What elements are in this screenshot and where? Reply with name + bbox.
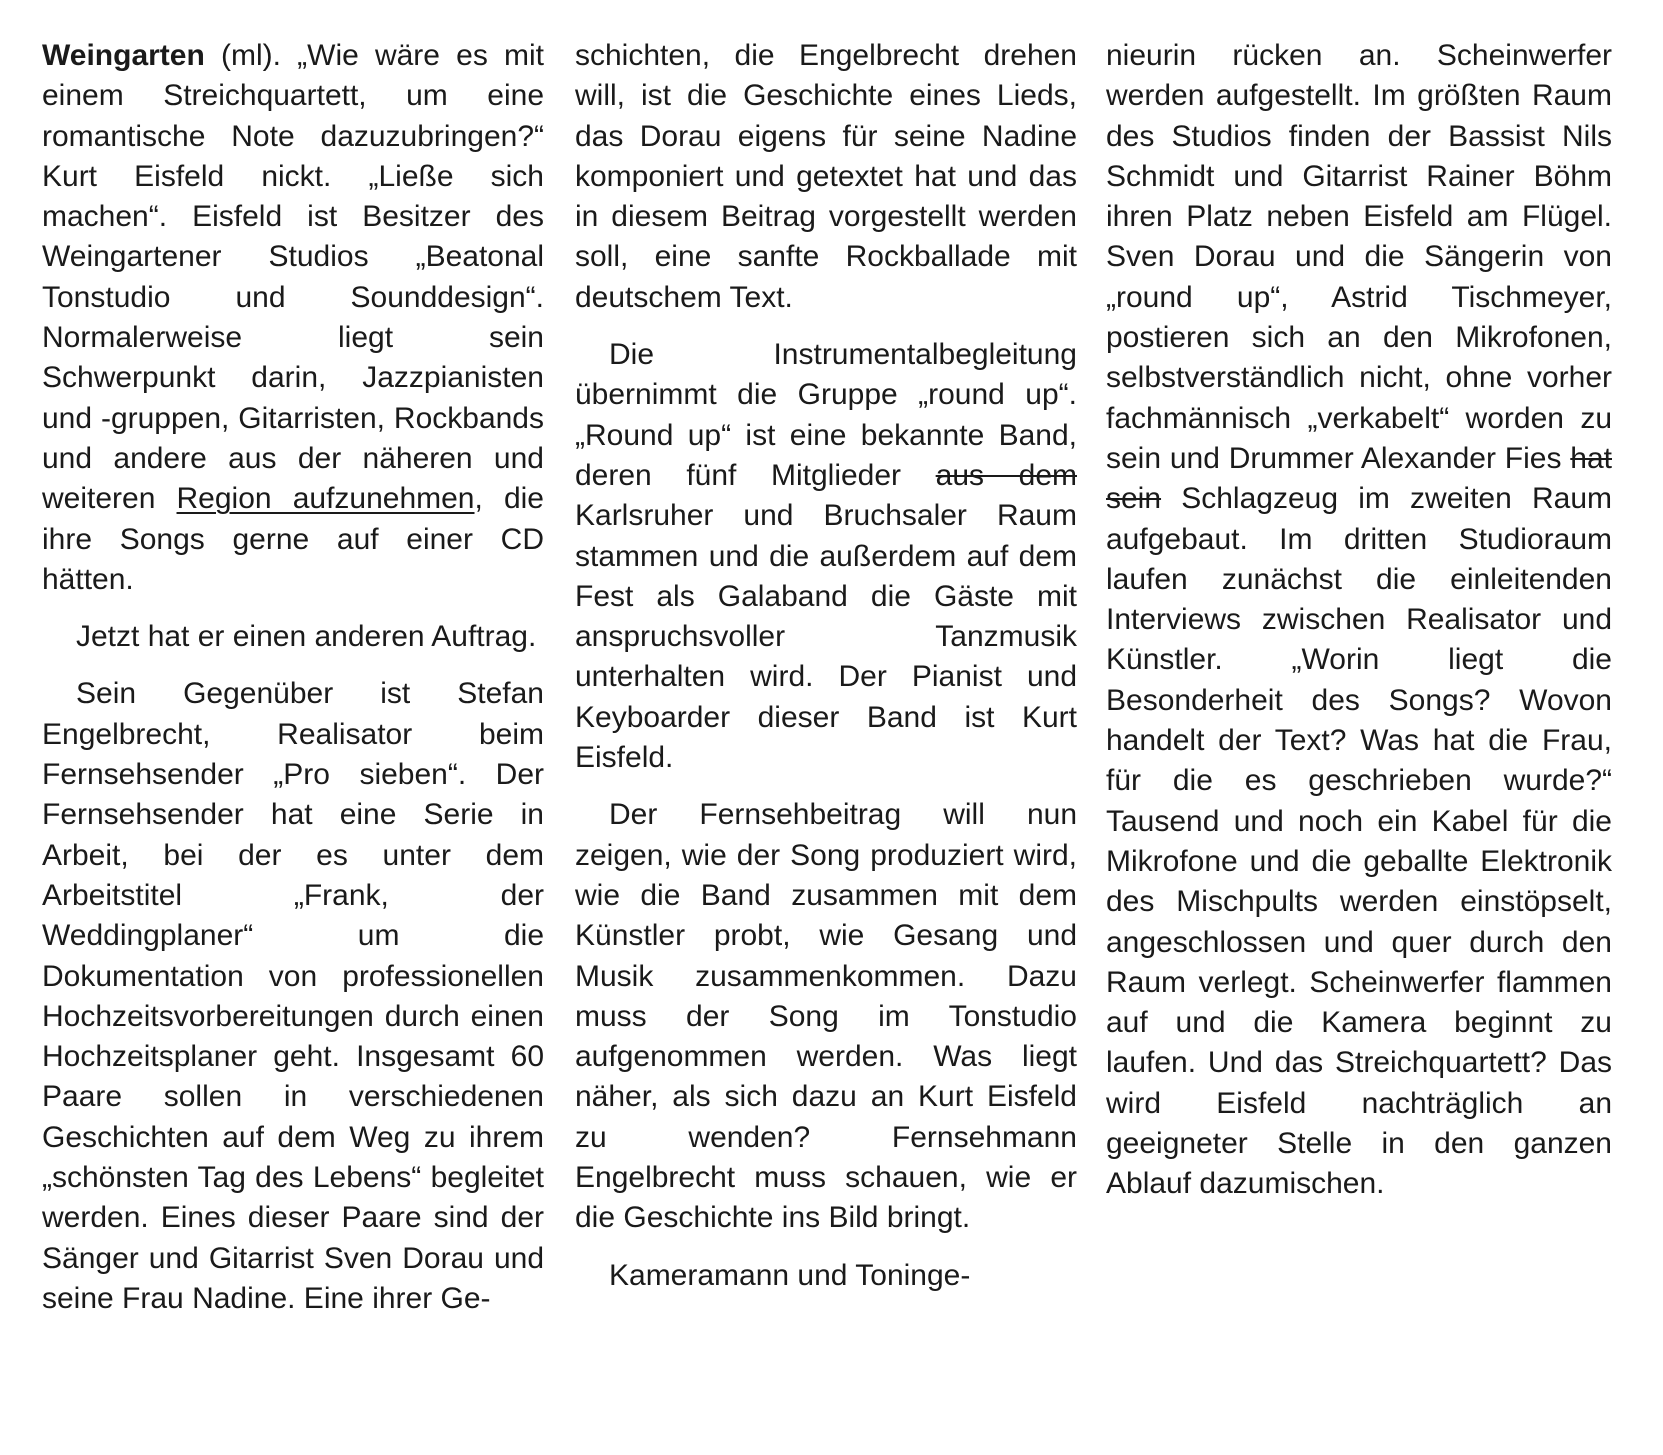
paragraph-tv-piece: Der Fernsehbeitrag will nun zeigen, wie der Song produziert wird, wie die Band zusammen mit dem Künstler probt, wie Gesang und Musik zusammenkommen. Dazu muss der Song im Tonstudio aufgenommen werden. Was liegt näher, als sich dazu an Kurt Eisfeld zu wenden? Fernsehmann Engelbrecht muss schauen, wie er die Geschichte ins Bild bringt. bbox=[575, 798, 1077, 1235]
paragraph-crew: Kameramann und Toninge- bbox=[609, 1258, 971, 1292]
paragraph-new-assignment: Jetzt hat er einen anderen Auftrag. bbox=[76, 620, 537, 654]
article-column-1 bbox=[42, 36, 544, 1319]
dateline: Weingarten bbox=[42, 39, 205, 72]
paragraph-studio-setup bbox=[1106, 36, 1612, 1205]
paragraph-story: schichten, die Engelbrecht drehen will, ist die Geschichte eines Lieds, das Dorau eigens für seine Nadine komponiert und getextet hat und das in diesem Beitrag vorgestellt werden soll, eine sanfte Rockballade mit deutschem Text. bbox=[575, 39, 1077, 314]
band-text: Die Instrumentalbegleitung übernimmt die Gruppe „round up“. „Round up“ ist eine bekannte Band, deren fünf Mitglieder bbox=[575, 338, 1077, 492]
struck-text: aus dem bbox=[935, 458, 1077, 492]
paragraph-engelbrecht: Sein Gegenüber ist Stefan Engelbrecht, Realisator beim Fernsehsender „Pro sieben“. Der Fernsehsender hat eine Serie in Arbeit, bei der es unter dem Arbeitstitel „Frank, der Weddingplaner“ um die Dokumentation von professionellen Hochzeitsvorbereitungen durch einen Hochzeitsplaner geht. Insgesamt 60 Paare sollen in verschiedenen Geschichten auf dem Weg zu ihrem „schönsten Tag des Lebens“ begleitet werden. Eines dieser Paare sind der Sänger und Gitarrist Sven Dorau und seine Frau Nadine. Eine ihrer Ge- bbox=[42, 677, 544, 1315]
article-column-3 bbox=[1106, 36, 1612, 1205]
setup-text: nieurin rücken an. Scheinwerfer werden aufgestellt. Im größten Raum des Studios finden der Bassist Nils Schmidt und Gitarrist Rainer Böhm ihren Platz neben Eisfeld am Flügel. Sven Dorau und die Sängerin von „round up“, Astrid Tischmeyer, postieren sich an den Mikrofonen, selbstverständlich nicht, ohne vorher fachmännisch „verkabelt“ worden zu sein und Drummer Alexander Fies bbox=[1106, 39, 1612, 475]
intro-tail: , die ihre Songs gerne auf einer CD hätten. bbox=[42, 482, 544, 596]
band-tail: Karlsruher und Bruchsaler Raum stammen und die außerdem auf dem Fest als Galaband die Gäste mit anspruchsvoller Tanzmusik unterhalten wird. Der Pianist und Keyboarder dieser Band ist Kurt Eisfeld. bbox=[575, 499, 1077, 775]
intro-text: „Wie wäre es mit einem Streichquartett, um eine romantische Note dazuzubringen?“ Kurt Eisfeld nickt. „Ließe sich machen“. Eisfeld ist Besitzer des Weingartener Studios „Beatonal Tonstudio und Sounddesign“. Normalerweise liegt sein Schwerpunkt darin, Jazzpianisten und -gruppen, Gitarristen, Rockbands und andere aus der näheren und weiteren bbox=[42, 39, 544, 516]
byline-tag: (ml). bbox=[220, 39, 281, 72]
article-column-2 bbox=[575, 36, 1077, 1296]
setup-tail: Schlagzeug im zweiten Raum aufgebaut. Im dritten Studioraum laufen zunächst die einleitenden Interviews zwischen Realisator und Künstler. „Worin liegt die Besonderheit des Songs? Wovon handelt der Text? Was hat die Frau, für die es geschrieben wurde?“ Tausend und noch ein Kabel für die Mikrofone und die geballte Elektronik des Mischpults werden einstöpselt, angeschlossen und quer durch den Raum verlegt. Scheinwerfer flammen auf und die Kamera beginnt zu laufen. Und das Streichquartett? Das wird Eisfeld nachträglich an geeigneter Stelle in den ganzen Ablauf dazumischen. bbox=[1106, 482, 1612, 1201]
struck-text: hat sein bbox=[1106, 441, 1612, 516]
paragraph-intro bbox=[42, 36, 544, 600]
underlined-text: Region aufzunehmen bbox=[176, 482, 475, 516]
paragraph-band bbox=[575, 335, 1077, 778]
